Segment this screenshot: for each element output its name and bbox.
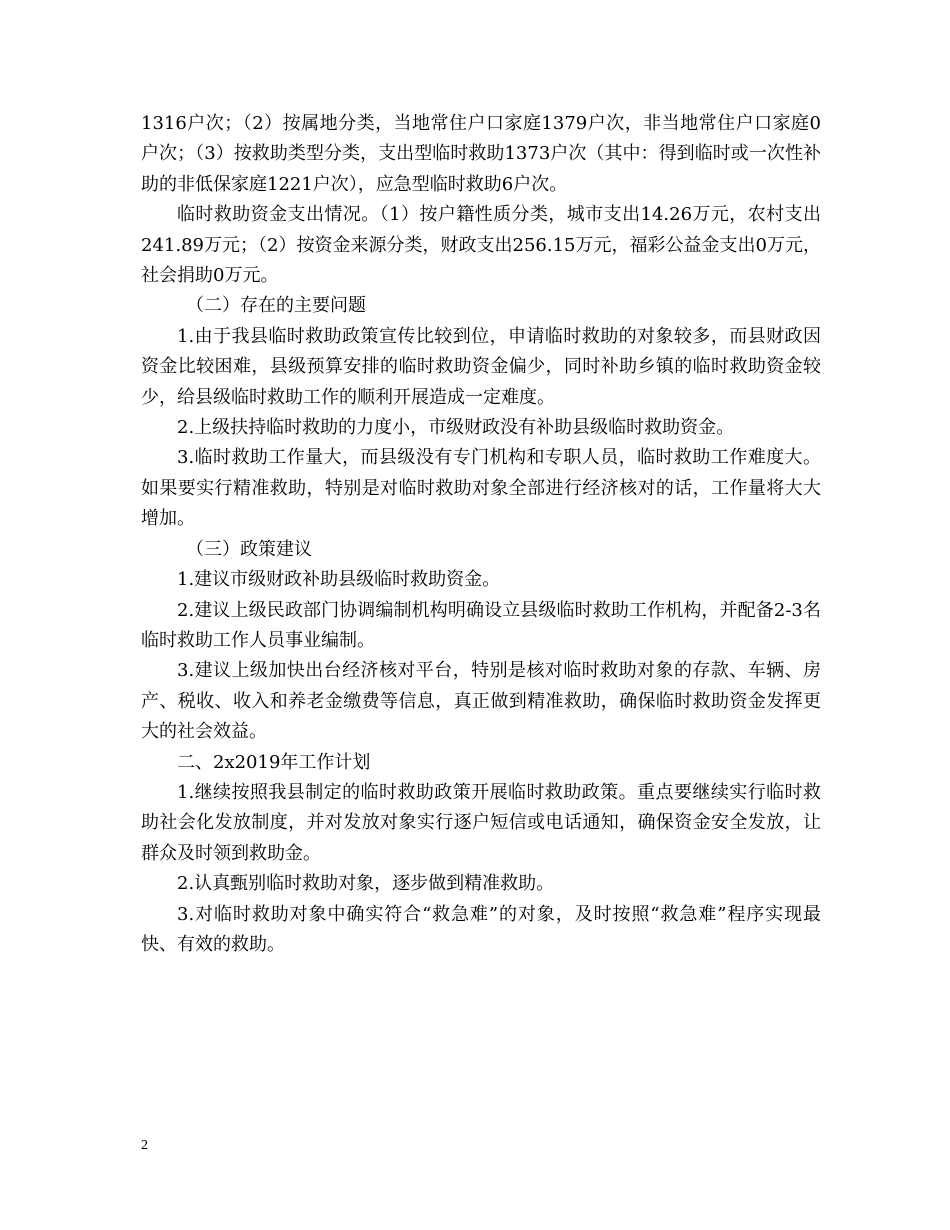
section-heading-policy-suggestions: （三）政策建议 — [186, 538, 312, 560]
paragraph-statistics-continued: 1316户次；（2）按属地分类，当地常住户口家庭1379户次，非当地常住户口家庭0户次；（3）按救助类型分类，支出型临时救助1373户次（其中：得到临时或一次性补助的非低保家庭1221户次），应急型临时救助6户次。 — [141, 113, 821, 195]
paragraph-suggestion-3: 3.建议上级加快出台经济核对平台，特别是核对临时救助对象的存款、车辆、房产、税收、收入和养老金缴费等信息，真正做到精准救助，确保临时救助资金发挥更大的社会效益。 — [141, 660, 821, 743]
document-body — [141, 109, 821, 960]
section-heading-main-problems: （二）存在的主要问题 — [186, 295, 366, 317]
section-heading-work-plan: 二、2x2019年工作计划 — [177, 751, 371, 773]
paragraph-plan-2: 2.认真甄别临时救助对象，逐步做到精准救助。 — [177, 873, 555, 895]
paragraph-suggestion-2: 2.建议上级民政部门协调编制机构明确设立县级临时救助工作机构，并配备2-3名临时救助工作人员事业编制。 — [141, 599, 821, 651]
paragraph-problem-1: 1.由于我县临时救助政策宣传比较到位，申请临时救助的对象较多，而县财政因资金比较困难，县级预算安排的临时救助资金偏少，同时补助乡镇的临时救助资金较少，给县级临时救助工作的顺利开展造成一定难度。 — [141, 325, 821, 408]
page-number: 2 — [141, 1138, 148, 1153]
paragraph-suggestion-1: 1.建议市级财政补助县级临时救助资金。 — [177, 569, 501, 591]
paragraph-fund-expenditure: 临时救助资金支出情况。（1）按户籍性质分类，城市支出14.26万元，农村支出241.89万元；（2）按资金来源分类，财政支出256.15万元，福彩公益金支出0万元，社会捐助0万元。 — [141, 204, 821, 287]
paragraph-problem-3: 3.临时救助工作量大，而县级没有专门机构和专职人员，临时救助工作难度大。如果要实行精准救助，特别是对临时救助对象全部进行经济核对的话，工作量将大大增加。 — [141, 447, 821, 530]
paragraph-plan-1: 1.继续按照我县制定的临时救助政策开展临时救助政策。重点要继续实行临时救助社会化发放制度，并对发放对象实行逐户短信或电话通知，确保资金安全发放，让群众及时领到救助金。 — [141, 781, 821, 864]
paragraph-problem-2: 2.上级扶持临时救助的力度小，市级财政没有补助县级临时救助资金。 — [177, 417, 735, 439]
paragraph-plan-3: 3.对临时救助对象中确实符合“救急难”的对象，及时按照“救急难”程序实现最快、有效的救助。 — [141, 903, 821, 955]
